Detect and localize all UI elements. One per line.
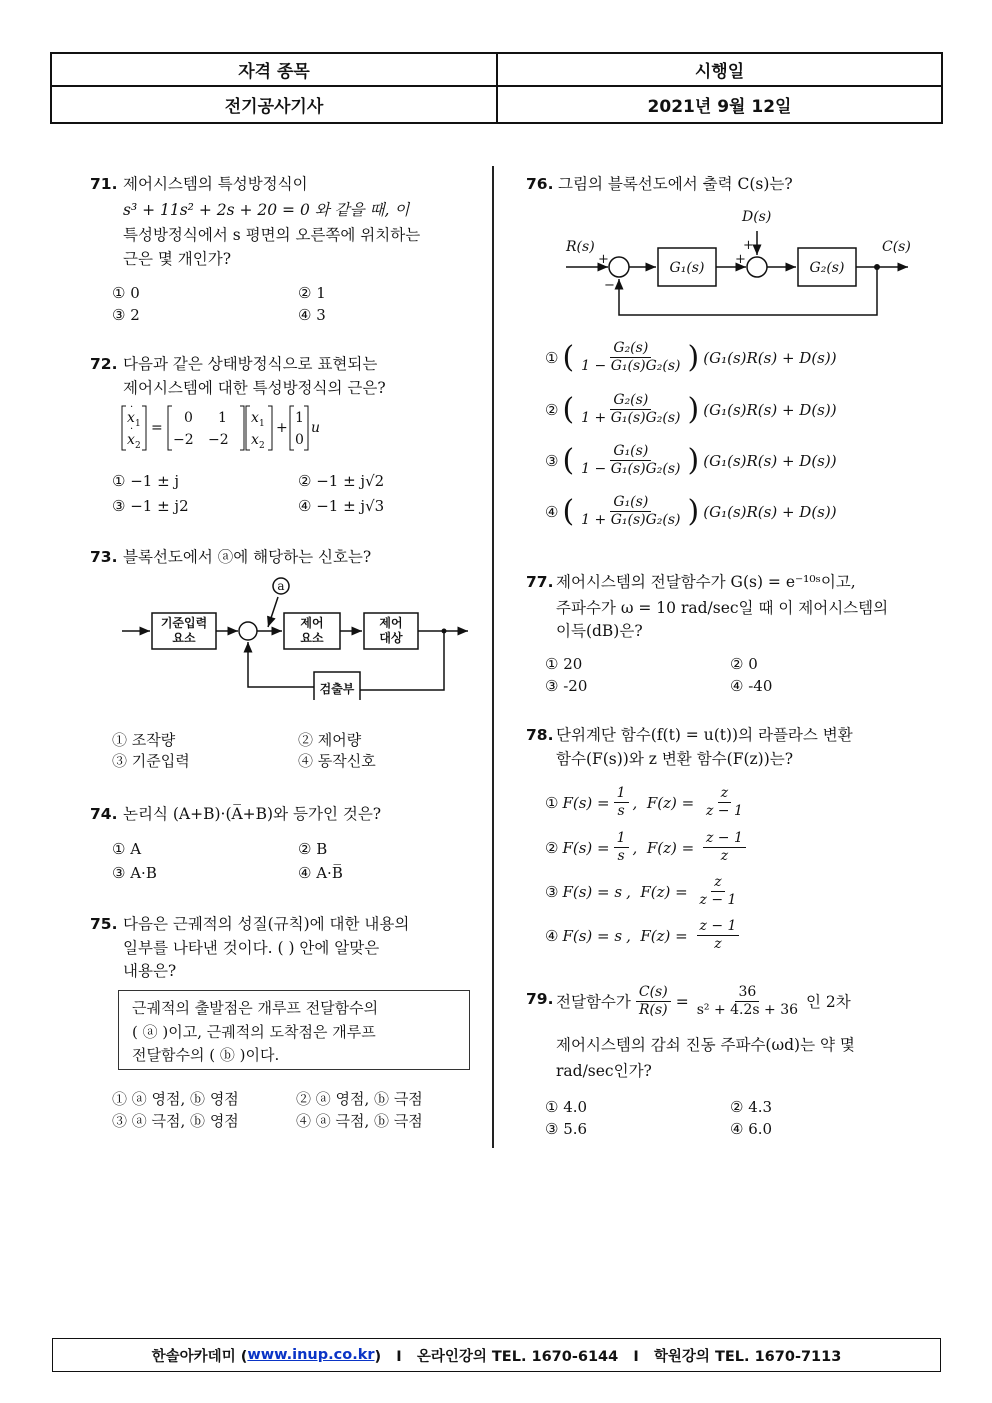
svg-text:−2: −2 (173, 432, 194, 448)
fraction-denominator: s (617, 803, 625, 819)
q74-number: 74. (90, 805, 118, 823)
header-col1-value: 전기공사기사 (224, 97, 324, 117)
q74-option-3[interactable]: ③ A·B (112, 864, 157, 882)
q76-block-G2: G₂(s) (809, 260, 845, 276)
q73-block-ref-l1: 기준입력 (160, 616, 208, 630)
q72-option-3[interactable]: ③ −1 ± j2 (112, 497, 189, 515)
svg-text:u: u (311, 420, 321, 436)
q71-line3: 특성방정식에서 s 평면의 오른쪽에 위치하는 (123, 226, 421, 244)
q78-number: 78. (526, 726, 554, 744)
fraction-denominator: s (617, 848, 625, 864)
q79-number: 79. (526, 990, 554, 1008)
q75-option-4[interactable]: ④ ⓐ 극점, ⓑ 극점 (296, 1112, 423, 1130)
q76-block-diagram (560, 205, 920, 323)
q78-option-mark: ④ (545, 926, 559, 945)
paren-right: ) (687, 392, 700, 427)
q73-block-diagram (118, 575, 478, 700)
svg-text:a: a (277, 579, 285, 593)
q73-option-3[interactable]: ③ 기준입력 (112, 752, 190, 770)
q79-option-4[interactable]: ④ 6.0 (730, 1120, 773, 1138)
fraction-denominator: z (714, 936, 722, 952)
q78-line1: 단위계단 함수(f(t) = u(t))의 라플라스 변환 (556, 726, 853, 744)
q75-option-1[interactable]: ① ⓐ 영점, ⓑ 영점 (112, 1090, 239, 1108)
header-col1-title: 자격 종목 (238, 62, 310, 82)
q78-option-fz: , F(z) = (632, 793, 699, 812)
q76-option-1[interactable] (545, 340, 837, 375)
footer (52, 1338, 941, 1372)
q72-line2: 제어시스템에 대한 특성방정식의 근은? (123, 379, 386, 397)
fraction-numerator: z (711, 874, 724, 892)
q79-line2: 제어시스템의 감쇠 진동 주파수(ωd)는 약 몇 (556, 1036, 855, 1054)
q74-line1: 논리식 (A+B)·(A̅+B)와 등가인 것은? (123, 805, 382, 823)
q78-fz-fraction (703, 830, 746, 865)
fraction-numerator: z (718, 785, 731, 803)
q78-option-fs: F(s) = (562, 793, 610, 812)
q76-label-C: C(s) (882, 239, 911, 255)
svg-text:1: 1 (135, 419, 141, 429)
paren-left: ( (562, 392, 575, 427)
q75-line1: 다음은 근궤적의 성질(규칙)에 대한 내용의 (123, 915, 410, 933)
paren-right: ) (687, 340, 700, 375)
q76-option-4[interactable] (545, 494, 837, 529)
q75-box-line3: 전달함수의 ( ⓑ )이다. (132, 1046, 280, 1064)
paren-left: ( (562, 443, 575, 478)
q72-option-4[interactable]: ④ −1 ± j√3 (298, 497, 385, 515)
q76-option-tail: (G₁(s)R(s) + D(s)) (703, 451, 837, 470)
q76-block-G1: G₁(s) (669, 260, 705, 276)
fraction-numerator: G₁(s) (610, 443, 651, 461)
svg-text:검출부: 검출부 (319, 682, 355, 696)
svg-text:요소: 요소 (172, 631, 196, 645)
q71-option-4[interactable]: ④ 3 (298, 306, 326, 324)
fraction-numerator: z − 1 (697, 918, 740, 936)
q78-option-fs: F(s) = s (562, 882, 623, 901)
q78-line2: 함수(F(s))와 z 변환 함수(F(z))는? (556, 750, 794, 768)
q78-option-fz: , F(z) = (626, 882, 693, 901)
q74-option-1[interactable]: ① A (112, 840, 142, 858)
q76-option-fraction (578, 340, 683, 375)
q76-option-tail: (G₁(s)R(s) + D(s)) (703, 348, 837, 367)
svg-text:x: x (251, 432, 259, 448)
q79-frac-r: $\frac{36}{\text{s² + 4.2s + 36}}$ (696, 984, 799, 1018)
svg-text:·: · (130, 424, 134, 435)
q79-equals: = (675, 992, 689, 1011)
q73-option-4[interactable]: ④ 동작신호 (298, 752, 376, 770)
paren-left: ( (562, 340, 575, 375)
svg-text:1: 1 (259, 419, 265, 429)
paren-left: ( (562, 494, 575, 529)
q76-option-fraction (578, 392, 683, 427)
q78-fs-fraction (614, 785, 629, 820)
q77-option-2[interactable]: ② 0 (730, 655, 758, 673)
fraction-numerator: G₂(s) (610, 340, 651, 358)
q76-option-mark: ① (545, 348, 559, 367)
q78-option-2[interactable] (545, 830, 746, 865)
q76-option-2[interactable] (545, 392, 837, 427)
q71-line1: 제어시스템의 특성방정식이 (123, 175, 308, 193)
q71-line2: s³ + 11s² + 2s + 20 = 0 와 같을 때, 이 (123, 201, 410, 219)
q76-option-3[interactable] (545, 443, 837, 478)
q79-pre: 전달함수가 (556, 992, 631, 1011)
q71-line4: 근은 몇 개인가? (123, 250, 232, 268)
q76-option-mark: ③ (545, 451, 559, 470)
q79-frac-c: $\frac{C(s)}{R(s)}$ (636, 984, 671, 1019)
q78-option-mark: ① (545, 793, 559, 812)
q71-option-2[interactable]: ② 1 (298, 284, 326, 302)
svg-text:+: + (276, 420, 288, 436)
footer-link[interactable]: www.inup.co.kr (247, 1347, 375, 1363)
q75-line3: 내용은? (123, 962, 177, 980)
footer-pre: 한솔아카데미 ( (151, 1348, 248, 1365)
q78-option-fz: , F(z) = (632, 838, 699, 857)
fraction-denominator: z − 1 (705, 803, 743, 819)
svg-text:대상: 대상 (379, 631, 403, 645)
q71-option-3[interactable]: ③ 2 (112, 306, 140, 324)
q78-option-4[interactable] (545, 918, 739, 953)
q73-option-1[interactable]: ① 조작량 (112, 731, 176, 749)
q79-option-3[interactable]: ③ 5.6 (545, 1120, 588, 1138)
fraction-denominator: 1 − G₁(s)G₂(s) (581, 461, 681, 477)
svg-text:x: x (127, 410, 135, 426)
q75-option-3[interactable]: ③ ⓐ 극점, ⓑ 영점 (112, 1112, 239, 1130)
fraction-denominator: 1 − G₁(s)G₂(s) (581, 358, 681, 374)
paren-right: ) (687, 443, 700, 478)
q72-state-equation (118, 402, 328, 454)
q77-line3: 이득(dB)은? (556, 622, 643, 640)
q77-number: 77. (526, 573, 554, 591)
header-col2-value: 2021년 9월 12일 (647, 97, 792, 117)
q78-option-3[interactable] (545, 874, 739, 909)
fraction-denominator: 1 + G₁(s)G₂(s) (581, 410, 681, 426)
q73-number: 73. (90, 548, 118, 566)
fraction-numerator: G₂(s) (610, 392, 651, 410)
svg-text:x: x (251, 410, 259, 426)
q72-option-2[interactable]: ② −1 ± j√2 (298, 472, 385, 490)
q78-option-mark: ② (545, 838, 559, 857)
fraction-numerator: 1 (614, 785, 629, 803)
svg-text:−: − (604, 278, 615, 293)
fraction-numerator: 1 (614, 830, 629, 848)
q76-option-fraction (578, 443, 683, 478)
q78-option-mark: ③ (545, 882, 559, 901)
svg-text:+: + (598, 252, 609, 267)
fraction-numerator: z − 1 (703, 830, 746, 848)
q72-line1: 다음과 같은 상태방정식으로 표현되는 (123, 355, 378, 373)
svg-text:2: 2 (135, 441, 141, 451)
fraction-numerator: G₁(s) (610, 494, 651, 512)
q76-number: 76. (526, 175, 554, 193)
svg-text:제어: 제어 (379, 616, 403, 630)
svg-text:1: 1 (295, 410, 304, 426)
svg-text:1: 1 (218, 410, 227, 426)
header-col2-title: 시행일 (694, 62, 745, 82)
q75-line2: 일부를 나타낸 것이다. ( ) 안에 알맞은 (123, 939, 380, 957)
q73-line1: 블록선도에서 ⓐ에 해당하는 신호는? (123, 548, 372, 566)
svg-text:−2: −2 (208, 432, 229, 448)
q75-option-2[interactable]: ② ⓐ 영점, ⓑ 극점 (296, 1090, 423, 1108)
q78-fs-fraction (614, 830, 629, 865)
column-separator (492, 166, 494, 1148)
fraction-denominator: z (720, 848, 729, 864)
svg-text:0: 0 (295, 432, 304, 448)
paren-right: ) (687, 494, 700, 529)
q77-line1: 제어시스템의 전달함수가 G(s) = e⁻¹⁰ˢ이고, (556, 573, 856, 591)
q79-option-2[interactable]: ② 4.3 (730, 1098, 773, 1116)
q72-number: 72. (90, 355, 118, 373)
q76-label-D: D(s) (742, 209, 772, 225)
q71-number: 71. (90, 175, 118, 193)
q78-fz-fraction (697, 918, 740, 953)
svg-text:=: = (151, 420, 163, 436)
q79-post: 인 2차 (806, 992, 851, 1011)
q76-line1: 그림의 블록선도에서 출력 C(s)는? (558, 175, 793, 193)
q77-line2: 주파수가 ω = 10 rad/sec일 때 이 제어시스템의 (556, 599, 889, 617)
fraction-denominator: z − 1 (699, 892, 737, 908)
q77-option-4[interactable]: ④ -40 (730, 677, 773, 695)
q75-box-line2: ( ⓐ )이고, 근궤적의 도착점은 개루프 (132, 1023, 376, 1041)
q76-option-tail: (G₁(s)R(s) + D(s)) (703, 400, 837, 419)
q75-number: 75. (90, 915, 118, 933)
q71-option-1[interactable]: ① 0 (112, 284, 140, 302)
q77-option-3[interactable]: ③ -20 (545, 677, 588, 695)
svg-text:제어: 제어 (300, 616, 324, 630)
q78-option-fz: , F(z) = (626, 926, 693, 945)
q73-option-2[interactable]: ② 제어량 (298, 731, 362, 749)
q76-option-mark: ④ (545, 502, 559, 521)
q74-option-2[interactable]: ② B (298, 840, 328, 858)
fraction-denominator: 1 + G₁(s)G₂(s) (581, 512, 681, 528)
q76-option-mark: ② (545, 400, 559, 419)
svg-text:2: 2 (259, 441, 265, 451)
q72-option-1[interactable]: ① −1 ± j (112, 472, 180, 490)
q79-line3: rad/sec인가? (556, 1062, 652, 1080)
q78-option-fs: F(s) = s (562, 926, 623, 945)
svg-text:요소: 요소 (300, 631, 324, 645)
q75-box-line1: 근궤적의 출발점은 개루프 전달함수의 (132, 999, 379, 1017)
svg-text:+: + (743, 238, 754, 253)
q74-option-4[interactable]: ④ A·B̅ (298, 864, 343, 882)
q79-option-1[interactable]: ① 4.0 (545, 1098, 588, 1116)
svg-text:+: + (735, 252, 746, 267)
q78-option-fs: F(s) = (562, 838, 610, 857)
header-table (50, 52, 943, 124)
footer-post: ) I 온라인강의 TEL. 1670-6144 I 학원강의 TEL. 1670-7113 (374, 1348, 842, 1365)
q78-fz-fraction (697, 874, 740, 909)
q79-line1 (556, 984, 851, 1019)
q78-fz-fraction (703, 785, 746, 820)
svg-text:x: x (127, 432, 135, 448)
svg-text:0: 0 (184, 410, 193, 426)
q76-option-tail: (G₁(s)R(s) + D(s)) (703, 502, 837, 521)
q78-option-1[interactable] (545, 785, 746, 820)
q76-label-R: R(s) (566, 239, 595, 255)
q77-option-1[interactable]: ① 20 (545, 655, 583, 673)
svg-text:·: · (130, 402, 134, 413)
q76-option-fraction (578, 494, 683, 529)
